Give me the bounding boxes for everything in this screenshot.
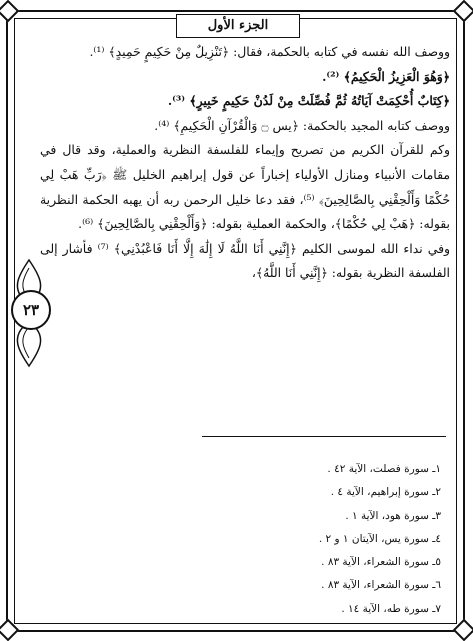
footnote: ٥ـ سورة الشعراء، الآية ٨٣ .	[321, 556, 441, 569]
paragraph: وفي نداء الله لموسى الكليم ﴿إِنَّنِي أَنَا اللَّهُ لَا إِلَٰهَ إِلَّا أَنَا فَاعْبُدْنِي﴾ ⁽⁷⁾ فأشار إلى الفلسفة النظرية بقوله: ﴿إِنَّنِي أَنَا اللَّهُ﴾،	[40, 240, 450, 281]
paragraph: ﴿كِتَابٌ أُحْكِمَتْ آيَاتُهُ ثُمَّ فُصِّلَتْ مِنْ لَدُنْ حَكِيمٍ خَبِيرٍ﴾ ⁽³⁾.	[167, 93, 450, 109]
footnotes	[319, 458, 441, 621]
page-header: الجزء الأول	[176, 14, 300, 38]
paragraph: ووصف الله نفسه في كتابه بالحكمة، فقال: ﴿تَنْزِيلٌ مِنْ حَكِيمٍ حَمِيدٍ﴾ ⁽¹⁾.	[89, 44, 450, 59]
footnote: ١ـ سورة فصلت، الآية ٤٢ .	[327, 463, 441, 475]
footnote-divider	[202, 436, 446, 437]
paragraph: ﴿وَهُوَ الْعَزِيزُ الْحَكِيمُ﴾ ⁽²⁾.	[322, 68, 450, 84]
footnote: ٣ـ سورة هود، الآية ١ .	[345, 509, 441, 522]
paragraph: وكم للقرآن الكريم من تصريح وإيماء للفلسفة النظرية والعملية، وقد قال في مقامات الأنبياء ومنازل الأولياء إخباراً عن قول إبراهيم الخليل ﷺ ﴿رَبِّ هَبْ لِي حُكْمًا وَأَلْحِقْنِي بِالصَّالِحِينَ﴾ ⁽⁵⁾، فقد دعا خليل الرحمن ربه أن يهبه الحكمة النظرية بقوله: ﴿هَبْ لِي حُكْمًا﴾، والحكمة العملية بقوله: ﴿وَأَلْحِقْنِي بِالصَّالِحِينَ﴾ ⁽⁶⁾.	[40, 142, 450, 232]
paragraph: ووصف كتابه المجيد بالحكمة: ﴿يس ۝ وَالْقُرْآنِ الْحَكِيمِ﴾ ⁽⁴⁾.	[154, 117, 450, 133]
footnote: ٢ـ سورة إبراهيم، الآية ٤ .	[330, 486, 441, 499]
footnote: ٤ـ سورة يس، الآيتان ١ و ٢ .	[318, 532, 441, 545]
footnote: ٧ـ سورة طه، الآية ١٤ .	[341, 602, 441, 615]
main-text	[40, 40, 450, 286]
page-number: ٢٣	[11, 290, 51, 330]
footnote: ٦ـ سورة الشعراء، الآية ٨٣ .	[321, 579, 441, 592]
